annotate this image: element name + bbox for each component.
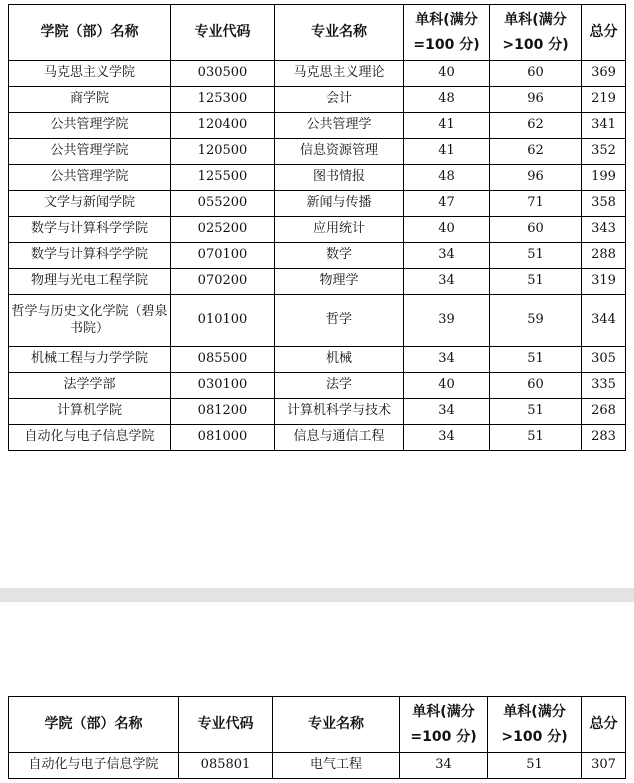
total-score-cell: 319 <box>582 269 626 295</box>
college-cell: 商学院 <box>9 87 171 113</box>
table-row <box>9 399 626 425</box>
major-cell: 哲学 <box>275 295 404 347</box>
single-100-score-cell: 34 <box>404 347 490 373</box>
single-100-score-cell: 40 <box>404 61 490 87</box>
single-gt100-score-cell: 51 <box>488 753 582 779</box>
total-score-cell: 307 <box>582 753 626 779</box>
major-cell: 电气工程 <box>273 753 400 779</box>
total-score-cell: 352 <box>582 139 626 165</box>
code-cell: 085500 <box>171 347 275 373</box>
table-row <box>9 61 626 87</box>
single-100-score-cell: 48 <box>404 165 490 191</box>
header-college: 学院（部）名称 <box>9 697 179 753</box>
code-cell: 010100 <box>171 295 275 347</box>
major-cell: 会计 <box>275 87 404 113</box>
major-cell: 计算机科学与技术 <box>275 399 404 425</box>
header-college: 学院（部）名称 <box>9 5 171 61</box>
code-cell: 070200 <box>171 269 275 295</box>
single-100-score-cell: 34 <box>404 269 490 295</box>
college-cell: 数学与计算科学学院 <box>9 217 171 243</box>
header-single-gt100: 单科(满分>100 分) <box>488 697 582 753</box>
single-100-score-cell: 34 <box>404 243 490 269</box>
single-100-score-cell: 40 <box>404 217 490 243</box>
total-score-cell: 344 <box>582 295 626 347</box>
table-header-row <box>9 697 626 753</box>
college-cell: 哲学与历史文化学院（碧泉书院） <box>9 295 171 347</box>
single-gt100-score-cell: 51 <box>490 399 582 425</box>
single-gt100-score-cell: 60 <box>490 217 582 243</box>
single-gt100-score-cell: 60 <box>490 61 582 87</box>
major-cell: 数学 <box>275 243 404 269</box>
code-cell: 081000 <box>171 425 275 451</box>
single-100-score-cell: 39 <box>404 295 490 347</box>
college-cell: 自动化与电子信息学院 <box>9 753 179 779</box>
single-gt100-score-cell: 71 <box>490 191 582 217</box>
total-score-cell: 369 <box>582 61 626 87</box>
single-100-score-cell: 34 <box>404 399 490 425</box>
single-gt100-score-cell: 59 <box>490 295 582 347</box>
code-cell: 085801 <box>179 753 273 779</box>
total-score-cell: 358 <box>582 191 626 217</box>
major-cell: 物理学 <box>275 269 404 295</box>
score-table-2 <box>8 696 626 779</box>
college-cell: 公共管理学院 <box>9 139 171 165</box>
major-cell: 新闻与传播 <box>275 191 404 217</box>
table-row <box>9 217 626 243</box>
major-cell: 公共管理学 <box>275 113 404 139</box>
code-cell: 125300 <box>171 87 275 113</box>
table-row <box>9 165 626 191</box>
major-cell: 应用统计 <box>275 217 404 243</box>
code-cell: 030500 <box>171 61 275 87</box>
single-100-score-cell: 34 <box>404 425 490 451</box>
table-row <box>9 347 626 373</box>
single-100-score-cell: 34 <box>400 753 488 779</box>
total-score-cell: 343 <box>582 217 626 243</box>
single-gt100-score-cell: 51 <box>490 243 582 269</box>
total-score-cell: 305 <box>582 347 626 373</box>
page-gap <box>0 602 634 696</box>
code-cell: 025200 <box>171 217 275 243</box>
total-score-cell: 341 <box>582 113 626 139</box>
major-cell: 信息与通信工程 <box>275 425 404 451</box>
single-gt100-score-cell: 62 <box>490 139 582 165</box>
college-cell: 计算机学院 <box>9 399 171 425</box>
single-100-score-cell: 41 <box>404 113 490 139</box>
college-cell: 数学与计算科学学院 <box>9 243 171 269</box>
college-cell: 法学学部 <box>9 373 171 399</box>
score-table-1 <box>8 4 626 451</box>
header-major: 专业名称 <box>275 5 404 61</box>
total-score-cell: 335 <box>582 373 626 399</box>
page-separator <box>0 588 634 602</box>
college-cell: 机械工程与力学学院 <box>9 347 171 373</box>
table-row <box>9 113 626 139</box>
single-gt100-score-cell: 60 <box>490 373 582 399</box>
single-gt100-score-cell: 96 <box>490 87 582 113</box>
single-100-score-cell: 48 <box>404 87 490 113</box>
code-cell: 055200 <box>171 191 275 217</box>
college-cell: 自动化与电子信息学院 <box>9 425 171 451</box>
college-cell: 文学与新闻学院 <box>9 191 171 217</box>
header-total: 总分 <box>582 5 626 61</box>
header-total: 总分 <box>582 697 626 753</box>
table-row <box>9 139 626 165</box>
single-gt100-score-cell: 96 <box>490 165 582 191</box>
table-row <box>9 753 626 779</box>
major-cell: 图书情报 <box>275 165 404 191</box>
single-gt100-score-cell: 51 <box>490 347 582 373</box>
total-score-cell: 199 <box>582 165 626 191</box>
table-header-row <box>9 5 626 61</box>
single-gt100-score-cell: 62 <box>490 113 582 139</box>
code-cell: 070100 <box>171 243 275 269</box>
major-cell: 法学 <box>275 373 404 399</box>
total-score-cell: 268 <box>582 399 626 425</box>
header-code: 专业代码 <box>171 5 275 61</box>
total-score-cell: 288 <box>582 243 626 269</box>
code-cell: 030100 <box>171 373 275 399</box>
table-row <box>9 425 626 451</box>
major-cell: 马克思主义理论 <box>275 61 404 87</box>
code-cell: 120400 <box>171 113 275 139</box>
college-cell: 物理与光电工程学院 <box>9 269 171 295</box>
table-row <box>9 269 626 295</box>
college-cell: 马克思主义学院 <box>9 61 171 87</box>
header-code: 专业代码 <box>179 697 273 753</box>
college-cell: 公共管理学院 <box>9 165 171 191</box>
header-single-gt100: 单科(满分>100 分) <box>490 5 582 61</box>
total-score-cell: 283 <box>582 425 626 451</box>
header-major: 专业名称 <box>273 697 400 753</box>
single-100-score-cell: 41 <box>404 139 490 165</box>
table-row <box>9 243 626 269</box>
major-cell: 机械 <box>275 347 404 373</box>
single-100-score-cell: 47 <box>404 191 490 217</box>
header-single-100: 单科(满分=100 分) <box>400 697 488 753</box>
table-row <box>9 373 626 399</box>
code-cell: 120500 <box>171 139 275 165</box>
college-cell: 公共管理学院 <box>9 113 171 139</box>
single-gt100-score-cell: 51 <box>490 269 582 295</box>
single-100-score-cell: 40 <box>404 373 490 399</box>
code-cell: 081200 <box>171 399 275 425</box>
table-row <box>9 295 626 347</box>
code-cell: 125500 <box>171 165 275 191</box>
table-row <box>9 191 626 217</box>
table-row <box>9 87 626 113</box>
major-cell: 信息资源管理 <box>275 139 404 165</box>
single-gt100-score-cell: 51 <box>490 425 582 451</box>
header-single-100: 单科(满分=100 分) <box>404 5 490 61</box>
total-score-cell: 219 <box>582 87 626 113</box>
